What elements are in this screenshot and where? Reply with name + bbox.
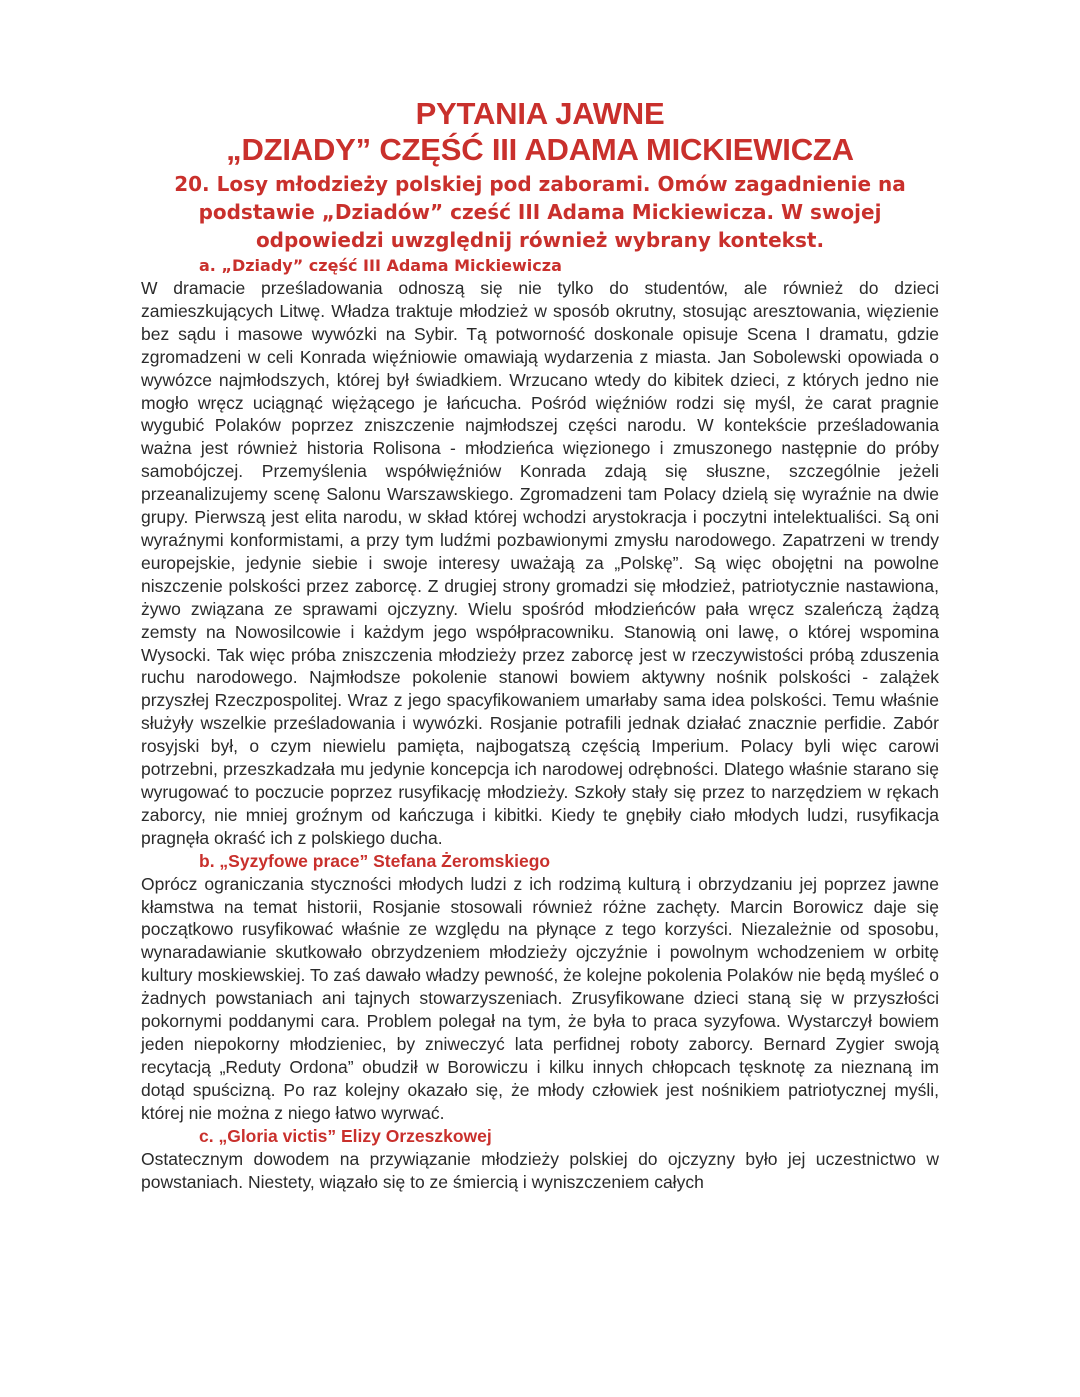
document-title-line1: PYTANIA JAWNE — [415, 96, 665, 131]
section-c-heading: c. „Gloria victis” Elizy Orzeszkowej — [199, 1125, 492, 1146]
section-c-text: Ostatecznym dowodem na przywiązanie młodzieży polskiej do ojczyzny było jej uczestnictwo w powstaniach. Niestety, wiązało się to ze śmiercią i wyniszczeniem całych — [141, 1148, 939, 1192]
section-b-heading: b. „Syzyfowe prace” Stefana Żeromskiego — [199, 850, 551, 871]
document-page — [141, 96, 939, 1193]
section-a-heading: a. „Dziady” część III Adama Mickiewicza — [199, 256, 562, 275]
question-heading: 20. Losy młodzieży polskiej pod zaborami. Omów zagadnienie na podstawie „Dziadów” cześć III Adama Mickiewicza. W swojej odpowiedzi uwzględnij również wybrany kontekst. — [174, 172, 906, 252]
section-c — [141, 1125, 939, 1194]
section-a-text: W dramacie prześladowania odnoszą się nie tylko do studentów, ale również do dzieci zamieszkujących Litwę. Władza traktuje młodzież w sposób okrutny, stosując aresztowania, więzienie bez sądu i masowe wywózki na Sybir. Tą potworność doskonale opisuje Scena I dramatu, gdzie zgromadzeni w celi Konrada więźniowie omawiają wydarzenia z miasta. Jan Sobolewski opowiada o wywózce najmłodszych, której był świadkiem. Wrzucano wtedy do kibitek dzieci, z których jedno nie mogło wręcz uciągnąć więżącego je łańcucha. Pośród więźniów rodzi się myśl, że carat pragnie wygubić Polaków poprzez zniszczenie najmłodszej części narodu. W kontekście prześladowania ważna jest również historia Rolisona - młodzieńca więzionego i zmuszonego następnie do próby samobójczej. Przemyślenia współwięźniów Konrada zdają się słuszne, szczególnie jeżeli przeanalizujemy scenę Salonu Warszawskiego. Zgromadzeni tam Polacy dzielą się wyraźnie na dwie grupy. Pierwszą jest elita narodu, w skład której wchodzi arystokracja i poczytni intelektualiści. Są oni wyraźnymi konformistami, a przy tym ludźmi pozbawionymi zmysłu narodowego. Zapatrzeni w trendy europejskie, jedynie siebie i swoje interesy uważają za „Polskę”. Są więc obojętni na powolne niszczenie polskości przez zaborcę. Z drugiej strony gromadzi się młodzież, patriotycznie nastawiona, żywo związana ze sprawami ojczyzny. Wielu spośród młodzieńców pała wręcz szaleńczą żądzą zemsty na Nowosilcowie i każdym jego współpracowniku. Stanowią oni lawę, o której wspomina Wysocki. Tak więc próba zniszczenia młodzieży przez zaborcę jest w rzeczywistości próbą zduszenia ruchu narodowego. Najmłodsze pokolenie stanowi bowiem aktywny nośnik polskości - zalążek przyszłej Rzeczpospolitej. Wraz z jego spacyfikowaniem umarłaby sama idea polskości. Temu właśnie służyły wszelkie prześladowania i wywózki. Rosjanie potrafili jednak działać znacznie perfidie. Zabór rosyjski był, o czym niewielu pamięta, najbogatszą częścią Imperium. Polacy byli więc carowi potrzebni, przeszkadzała mu jedynie koncepcja ich narodowej odrębności. Dlatego właśnie starano się wyrugować to poczucie poprzez rusyfikację młodzieży. Szkoły stały się przez to narzędziem w rękach zaborcy, nie mniej groźnym od kańczuga i kibitki. Kiedy te gnębiły ciało młodych ludzi, rusyfikacja pragnęła okraść ich z polskiego ducha. — [141, 278, 939, 848]
section-b — [141, 850, 939, 1125]
document-title-line2: „DZIADY” CZĘŚĆ III ADAMA MICKIEWICZA — [226, 132, 854, 167]
section-b-text: Oprócz ograniczania styczności młodych ludzi z ich rodzimą kulturą i obrzydzaniu jej poprzez jawne kłamstwa na temat historii, Rosjanie stosowali również różne zachęty. Marcin Borowicz daje się początkowo rusyfikować właśnie ze względu na płynące z tego korzyści. Niezależnie od sposobu, wynaradawianie skutkowało obrzydzeniem młodzieży ojczyźnie i powolnym wchodzeniem w orbitę kultury moskiewskiej. To zaś dawało władzy pewność, że kolejne pokolenia Polaków nie będą myśleć o żadnych powstaniach ani tajnych stowarzyszeniach. Zrusyfikowane dzieci staną się w przyszłości pokornymi poddanymi cara. Problem polegał na tym, że była to praca syzyfowa. Wystarczył bowiem jeden niepokorny młodzieniec, by zniweczyć lata perfidnej roboty zaborcy. Bernard Zygier swoją recytacją „Reduty Ordona” obudził w Borowiczu i kilku innych chłopcach tęsknotę za nieznaną im dotąd spuścizną. Po raz kolejny okazało się, że młody człowiek jest nośnikiem patriotycznej myśli, której nie można z niego łatwo wyrwać. — [141, 873, 939, 1123]
section-a — [141, 254, 939, 850]
